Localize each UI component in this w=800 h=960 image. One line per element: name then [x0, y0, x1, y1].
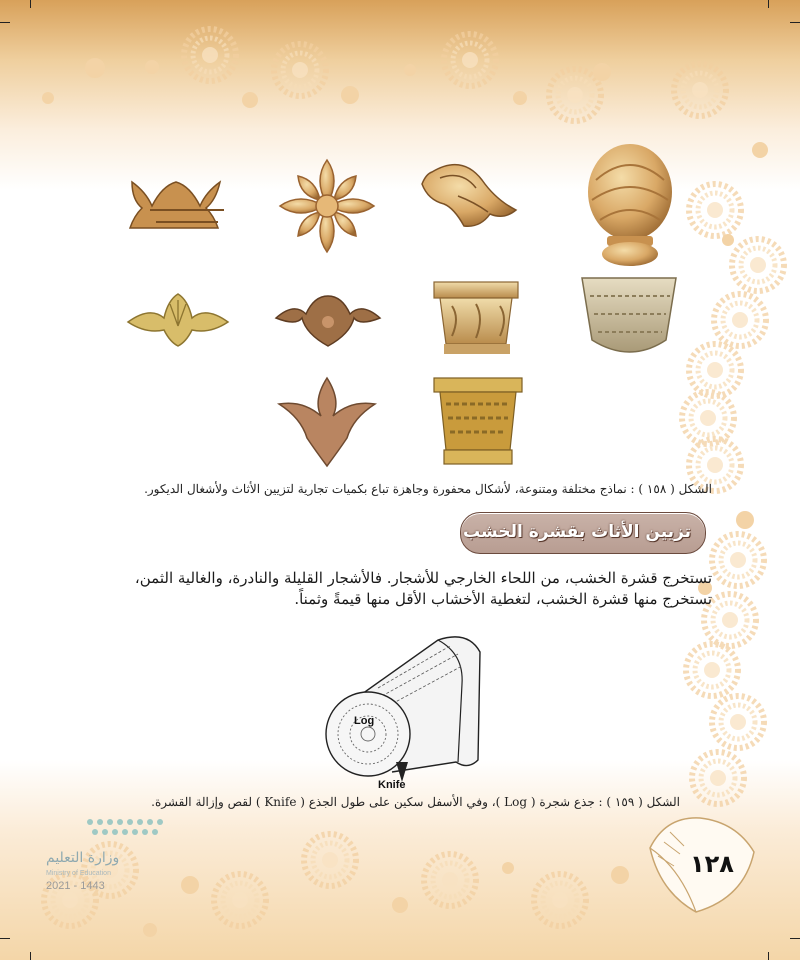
ornament-corinthian-capital [434, 282, 518, 354]
ministry-name-ar: وزارة التعليم [46, 850, 120, 866]
ornament-acanthus-scroll [422, 165, 516, 227]
page-number: ١٢٨ [690, 850, 734, 878]
ornament-capital-carved [582, 278, 676, 352]
leaf-page-number [640, 808, 770, 918]
ornament-scroll-applique [276, 296, 380, 346]
ornament-rosette-cross [280, 160, 374, 252]
knife-label: Knife [378, 779, 406, 791]
figure-158-caption: الشكل ( ١٥٨ ) : نماذج مختلفة ومتنوعة، لأشكال محفورة وجاهزة تباع بكميات تجارية لتزيين الأثاث ولأشغال الديكور. [144, 482, 712, 496]
ministry-logo [40, 810, 190, 900]
log-label: Log [354, 715, 375, 727]
ministry-name-en: Ministry of Education [46, 870, 111, 877]
ornament-leaf-applique [279, 378, 375, 466]
ornament-shell-applique [128, 294, 228, 346]
section-heading [460, 512, 706, 554]
paragraph-line: تستخرج قشرة الخشب، من اللحاء الخارجي للأشجار. فالأشجار القليلة والنادرة، والغالية الثمن، [134, 569, 712, 587]
figure-159-caption: الشكل ( ١٥٩ ) : جذع شجرة ( Log )، وفي الأسفل سكين على طول الجذع ( Knife ) لقص وإزالة القشرة. [151, 795, 680, 809]
ornament-frieze-panel [130, 182, 224, 228]
ornament-acorn-finial [588, 144, 672, 266]
body-paragraph [82, 568, 712, 610]
section-title: تزيين الأثاث بقشرة الخشب [463, 522, 691, 542]
dots-icon [84, 816, 184, 846]
log-veneer-diagram [318, 632, 498, 792]
ornament-capital-gilded [434, 378, 522, 464]
ministry-year: 2021 - 1443 [46, 880, 105, 892]
paragraph-line: تستخرج منها قشرة الخشب، لتغطية الأخشاب الأقل منها قيمةً وثمناً. [294, 590, 712, 608]
